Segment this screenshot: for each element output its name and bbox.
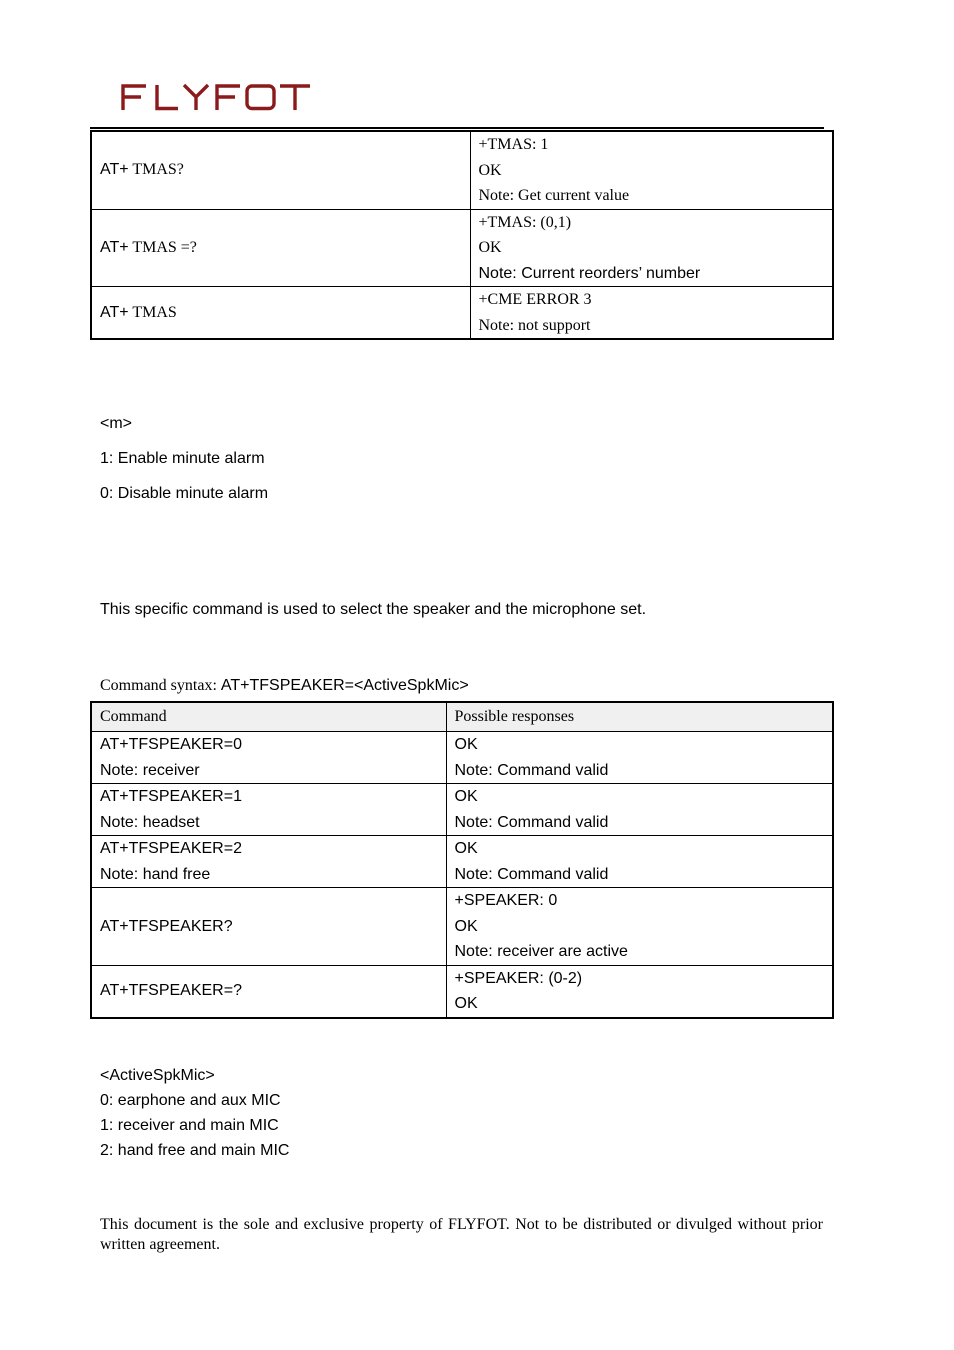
response-cell: OK Note: Command valid bbox=[446, 784, 833, 836]
command-cell: AT+TFSPEAKER=2 Note: hand free bbox=[91, 836, 446, 888]
table-row bbox=[91, 209, 833, 287]
response-cell: +SPEAKER: 0 OK Note: receiver are active bbox=[446, 888, 833, 966]
table-row bbox=[91, 287, 833, 340]
tmas-command-table bbox=[90, 130, 834, 340]
command-cell: AT+TFSPEAKER=0 Note: receiver bbox=[91, 732, 446, 784]
table-header-row bbox=[91, 702, 833, 732]
response-cell: +CME ERROR 3 Note: not support bbox=[470, 287, 833, 340]
param-name: <ActiveSpkMic> bbox=[100, 1067, 215, 1084]
tfspeaker-command-table bbox=[90, 701, 834, 1019]
table-row bbox=[91, 732, 833, 784]
table-row bbox=[91, 131, 833, 209]
header-rule bbox=[90, 127, 824, 129]
command-cell: AT+ TMAS =? bbox=[91, 209, 470, 287]
command-cell: AT+ TMAS bbox=[91, 287, 470, 340]
command-syntax: Command syntax: AT+TFSPEAKER=<ActiveSpkMic> bbox=[100, 677, 469, 694]
response-cell: +SPEAKER: (0-2) OK bbox=[446, 965, 833, 1018]
param-value: 0: Disable minute alarm bbox=[100, 485, 269, 502]
param-value: 1: Enable minute alarm bbox=[100, 450, 265, 467]
command-cell: AT+TFSPEAKER=1 Note: headset bbox=[91, 784, 446, 836]
param-value: 2: hand free and main MIC bbox=[100, 1142, 290, 1159]
response-cell: OK Note: Command valid bbox=[446, 732, 833, 784]
command-description: This specific command is used to select the speaker and the microphone set. bbox=[100, 601, 647, 618]
footer-disclaimer: This document is the sole and exclusive property of FLYFOT. Not to be distributed or divulged without prior written agreement. bbox=[100, 1216, 823, 1253]
param-name: <m> bbox=[100, 415, 133, 432]
command-cell: AT+ TMAS? bbox=[91, 131, 470, 209]
param-value: 1: receiver and main MIC bbox=[100, 1117, 279, 1134]
command-cell: AT+TFSPEAKER=? bbox=[91, 965, 446, 1018]
response-cell: +TMAS: (0,1) OK Note: Current reorders’ number bbox=[470, 209, 833, 287]
param-value: 0: earphone and aux MIC bbox=[100, 1092, 281, 1109]
column-header-command: Command bbox=[91, 702, 446, 732]
table-row bbox=[91, 965, 833, 1018]
flyfot-logo bbox=[120, 82, 312, 112]
command-cell: AT+TFSPEAKER? bbox=[91, 888, 446, 966]
table-row bbox=[91, 784, 833, 836]
table-row bbox=[91, 888, 833, 966]
table-row bbox=[91, 836, 833, 888]
response-cell: OK Note: Command valid bbox=[446, 836, 833, 888]
column-header-responses: Possible responses bbox=[446, 702, 833, 732]
response-cell: +TMAS: 1 OK Note: Get current value bbox=[470, 131, 833, 209]
